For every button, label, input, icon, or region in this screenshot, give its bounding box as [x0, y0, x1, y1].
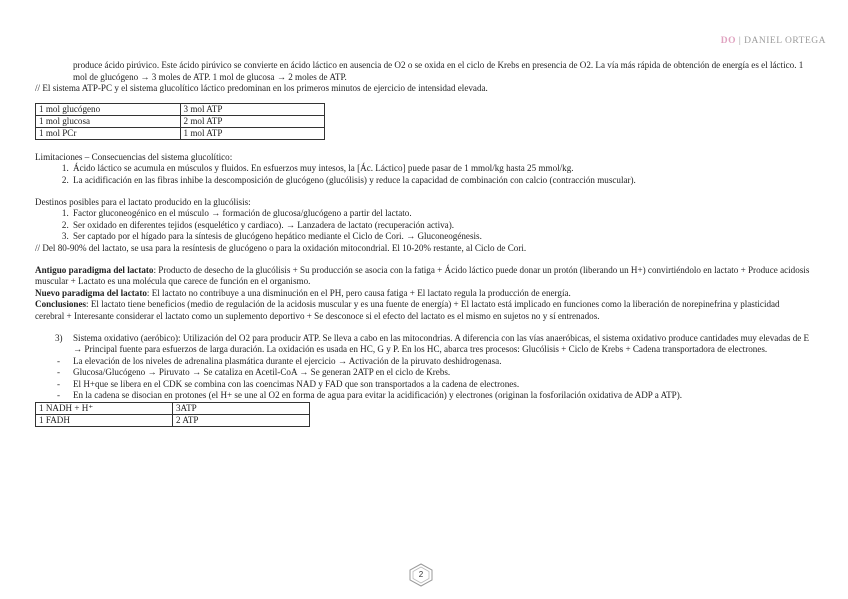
limitaciones-list — [35, 163, 810, 186]
destinos-list — [35, 208, 810, 243]
header-separator: | — [738, 36, 742, 46]
table-cell: 2 mol ATP — [180, 115, 325, 127]
oxidativo-text: Sistema oxidativo (aeróbico): Utilización del O2 para producir ATP. Se lleva a cabo en las mitocondrias. A diferencia con las vías anaeróbicas, el sistema oxidativo produce cantidades muy elevadas de E → Principal fuente para esfuerzos de larga duración. La oxidación es usada en HC, G y P. En los HC, abarca tres procesos: Glucólisis + Ciclo de Krebs + Cadena transportadora de electrones. — [73, 332, 810, 355]
section-number: 3) — [55, 332, 63, 343]
table-row — [36, 127, 325, 139]
table-cell: 3 mol ATP — [180, 103, 325, 115]
nuevo-text: : El lactato no contribuye a una disminución en el PH, pero causa fatiga + El lactato regula la producción de energía. — [146, 287, 571, 298]
intro-note: // El sistema ATP-PC y el sistema glucolítico láctico predominan en los primeros minutos de ejercicio de intensidad elevada. — [35, 83, 488, 94]
list-item: 2. Ser oxidado en diferentes tejidos (esquelético y cardiaco). → Lanzadera de lactato (recuperación activa). — [71, 220, 810, 232]
destinos-title: Destinos posibles para el lactato producido en la glucólisis: — [35, 196, 251, 207]
nuevo-label: Nuevo paradigma del lactato — [35, 287, 147, 298]
antiguo-label: Antiguo paradigma del lactato — [35, 264, 154, 275]
destinos-note: // Del 80-90% del lactato, se usa para la resíntesis de glucógeno o para la oxidación mitocondrial. El 10-20% restante, al Ciclo de Cori. — [35, 242, 527, 253]
atp-yield-table — [35, 103, 325, 140]
limitaciones-title: Limitaciones – Consecuencias del sistema glucolítico: — [35, 151, 233, 162]
table-cell: 1 FADH — [36, 415, 173, 427]
page-number-badge — [408, 563, 434, 587]
table-cell: 1 mol ATP — [180, 127, 325, 139]
antiguo-paradigma — [35, 265, 810, 288]
page-header — [721, 36, 826, 46]
list-item: - Glucosa/Glucógeno → Piruvato → Se cataliza en Acetil-CoA → Se generan 2ATP en el ciclo de Krebs. — [35, 367, 810, 379]
list-item: 1. Factor gluconeogénico en el músculo → formación de glucosa/glucógeno a partir del lactato. — [71, 208, 810, 220]
page-content — [35, 60, 810, 427]
list-item: 3. Ser captado por el hígado para la síntesis de glucógeno hepático mediante el Ciclo de Cori. → Gluconeogénesis. — [71, 231, 810, 243]
table-cell: 2 ATP — [173, 415, 310, 427]
table-row — [36, 403, 310, 415]
table-cell: 3ATP — [173, 403, 310, 415]
table-row — [36, 115, 325, 127]
table-row — [36, 103, 325, 115]
list-item: 2. La acidificación en las fibras inhibe la descomposición de glucógeno (glucólisis) y reduce la capacidad de combinación con calcio (contracción muscular). — [71, 175, 810, 187]
author-name: DANIEL ORTEGA — [744, 36, 826, 46]
table-cell: 1 mol glucosa — [36, 115, 181, 127]
conclusiones-label: Conclusiones — [35, 299, 87, 310]
list-item: - El H+que se libera en el CDK se combina con las coencimas NAD y FAD que son transportados a la cadena de electrones. — [35, 379, 810, 391]
intro-paragraph: produce ácido pirúvico. Este ácido pirúvico se convierte en ácido láctico en ausencia de O2 o se oxida en el ciclo de Krebs en presencia de O2. La vía más rápida de obtención de energía es el láctico. 1 mol de glucógeno → 3 moles de ATP. 1 mol de glucosa → 2 moles de ATP. — [73, 60, 804, 82]
list-item: - En la cadena se disocian en protones (el H+ se une al O2 en forma de agua para evitar la acidificación) y electrones (originan la fosforilación oxidativa de ADP a ATP). — [35, 390, 810, 402]
nuevo-paradigma — [35, 288, 810, 300]
sistema-oxidativo — [35, 333, 810, 356]
list-item: 1. Ácido láctico se acumula en músculos y fluidos. En esfuerzos muy intesos, la [Ác. Láctico] puede pasar de 1 mmol/kg hasta 25 mmol/kg. — [71, 163, 810, 175]
table-cell: 1 mol PCr — [36, 127, 181, 139]
list-item: - La elevación de los niveles de adrenalina plasmática durante el ejercicio → Activación de la piruvato deshidrogenasa. — [35, 356, 810, 368]
table-row — [36, 415, 310, 427]
author-initials: DO — [720, 36, 737, 46]
table-cell: 1 NADH + H⁺ — [36, 403, 173, 415]
conclusiones-text: : El lactato tiene beneficios (medio de regulación de la acidosis muscular y es una fuente de energía) + El lactato está implicado en funciones como la liberación de norepinefrina y plasticidad cerebral + Interesante considerar el lactato como un suplemento deportivo + Se desconoce si el efecto del lactato es el mismo en sujetos no y sí entrenados. — [35, 299, 780, 321]
antiguo-text: : Producto de desecho de la glucólisis + Su producción se asocia con la fatiga + Ácido láctico puede donar un protón (liberando un H+) convirtiéndolo en lactato + Produce acidosis muscular + Lactato es una molécula que carece de función en el organismo. — [35, 264, 810, 287]
page-number: 2 — [418, 570, 424, 579]
conclusiones — [35, 299, 810, 322]
oxidativo-bullets — [35, 356, 810, 402]
table-cell: 1 mol glucógeno — [36, 103, 181, 115]
cofactor-atp-table — [35, 402, 310, 427]
